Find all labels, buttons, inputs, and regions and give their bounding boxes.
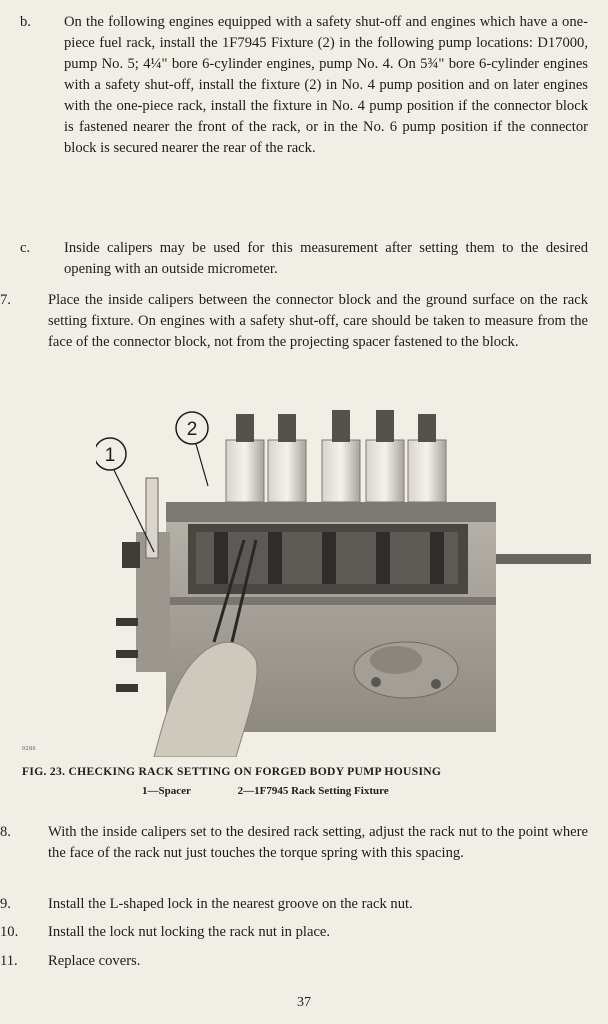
figure-id: 9286 [22,746,36,752]
substep-text: Inside calipers may be used for this measurement after setting them to the desired opening with an outside micrometer. [64,240,588,277]
legend-fixture: 2—1F7945 Rack Setting Fixture [237,785,389,797]
step-number: 10. [0,924,19,940]
substep-text: On the following engines equipped with a safety shut-off and engines which have a one-piece fuel rack, install the 1F7945 Fixture (2) in the following pump locations: D17000, pump No. 5; 4¼" bore 6-cylinder engines, pump No. 4. On 5¾" bore 6-cylinder engines with a safety shut-off, install the fixture (2) in No. 4 pump position and on later engines with the one-piece rack, install the fixture in No. 4 pump position if the connector block is fastened nearer the front of the rack, or in the No. 6 pump position if the connector block is secured nearer the rear of the rack. [64,14,588,156]
substep-label: c. [20,240,31,256]
step-number: 7. [0,292,11,308]
step-text: Replace covers. [48,953,141,969]
page-number: 37 [297,995,311,1010]
figure-caption: FIG. 23. CHECKING RACK SETTING ON FORGED BODY PUMP HOUSING [22,765,442,778]
step-text: With the inside calipers set to the desired rack setting, adjust the rack nut to the point where the face of the rack nut just touches the torque spring with this spacing. [48,824,588,861]
substep-label: b. [20,14,31,30]
step-number: 8. [0,824,11,840]
step-text: Install the L-shaped lock in the nearest groove on the rack nut. [48,896,413,912]
pump-housing-photo [96,392,596,757]
step-text: Install the lock nut locking the rack nut in place. [48,924,331,940]
legend-spacer: 1—Spacer [142,785,191,797]
figure-legend [142,785,582,797]
callout-1: 1 [104,445,116,466]
step-text: Place the inside calipers between the connector block and the ground surface on the rack setting fixture. On engines with a safety shut-off, care should be taken to measure from the face of the connector block, not from the projecting spacer fastened to the block. [48,292,588,350]
callout-2: 2 [186,419,198,440]
step-number: 11. [0,953,18,969]
step-number: 9. [0,896,11,912]
